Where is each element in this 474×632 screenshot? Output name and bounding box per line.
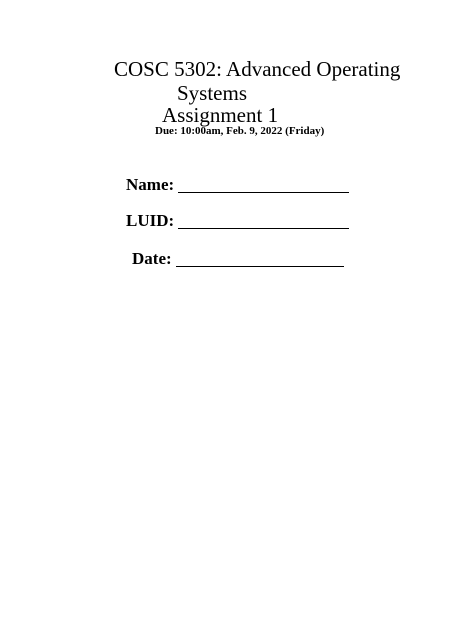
name-blank-line xyxy=(178,176,349,193)
name-field xyxy=(126,174,349,196)
course-title-line1: COSC 5302: Advanced Operating xyxy=(114,57,401,81)
date-label: Date: xyxy=(132,249,172,268)
luid-blank-line xyxy=(178,212,349,229)
luid-label: LUID: xyxy=(126,211,175,230)
luid-field xyxy=(126,210,349,232)
date-field xyxy=(132,248,344,270)
due-date: Due: 10:00am, Feb. 9, 2022 (Friday) xyxy=(155,125,325,137)
course-title-line2: Systems xyxy=(177,81,248,105)
name-label: Name: xyxy=(126,175,175,194)
date-blank-line xyxy=(176,250,344,267)
assignment-title: Assignment 1 xyxy=(162,103,279,127)
